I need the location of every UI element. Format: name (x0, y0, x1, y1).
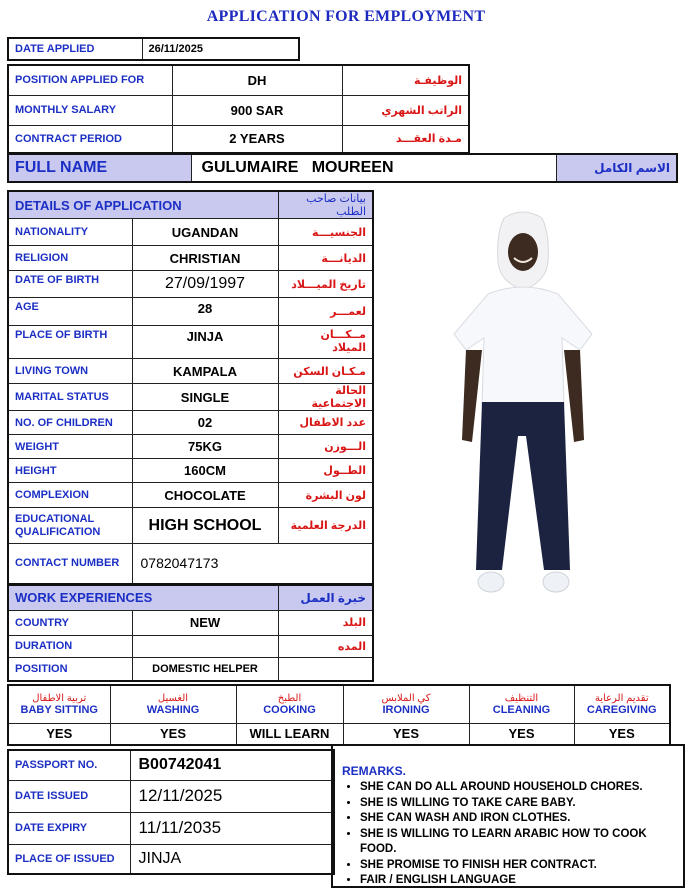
passport-row (8, 812, 334, 844)
position-label-ar: الوظيفـة (342, 65, 469, 95)
skill-ar-label: التنظيف (504, 692, 539, 704)
complexion-label-ar: لون البشرة (278, 483, 373, 508)
date-applied-table (7, 37, 300, 61)
remarks-list (342, 780, 677, 889)
detail-row (8, 544, 373, 584)
detail-row (8, 326, 373, 359)
remark-item: • SHE CAN WASH AND IRON CLOTHES. (360, 811, 677, 827)
marital-status-label-ar: الحالة الاجتماعية (278, 384, 373, 411)
date-issued-value: 12/11/2025 (130, 780, 334, 812)
position-table (7, 64, 470, 154)
place-of-birth-label-ar: مــكـــان الميلاد (278, 326, 373, 359)
date-applied-value: 26/11/2025 (142, 38, 299, 60)
skill-header (343, 685, 469, 723)
date-issued-label: DATE ISSUED (8, 780, 130, 812)
date-expiry-value: 11/11/2035 (130, 812, 334, 844)
remark-item: • SHE CAN DO ALL AROUND HOUSEHOLD CHORES. (360, 780, 677, 796)
weight-value: 75KG (132, 435, 278, 459)
height-value: 160CM (132, 459, 278, 483)
contract-label-ar: مـدة العقـــد (342, 125, 469, 153)
nationality-label-ar: الجنسيـــة (278, 219, 373, 246)
passport-no-value: B00742041 (130, 750, 334, 780)
height-label-ar: الطــول (278, 459, 373, 483)
skill-en-label: COOKING (263, 703, 316, 716)
work-row (8, 657, 373, 681)
skill-ar-label: كي الملابس (381, 692, 431, 704)
full-name-table (7, 153, 678, 183)
skills-table (7, 684, 671, 746)
age-label-ar: لعمـــر (278, 298, 373, 326)
remarks-box (331, 744, 685, 888)
skill-ar-label: الطبخ (277, 692, 302, 704)
weight-label: WEIGHT (8, 435, 132, 459)
skill-ar-label: الغسيل (157, 692, 189, 704)
skill-value: YES (469, 723, 574, 745)
complexion-label: COMPLEXION (8, 483, 132, 508)
marital-status-value: SINGLE (132, 384, 278, 411)
place-of-birth-label: PLACE OF BIRTH (8, 326, 132, 359)
detail-row (8, 219, 373, 246)
applicant-photo (452, 210, 594, 602)
skills-value-row (8, 723, 670, 745)
skill-en-label: BABY SITTING (20, 703, 98, 716)
place-issued-value: JINJA (130, 844, 334, 874)
work-header-row (8, 585, 373, 610)
date-applied-label: DATE APPLIED (8, 38, 142, 60)
religion-value: CHRISTIAN (132, 246, 278, 271)
passport-table (7, 749, 335, 875)
place-of-birth-value: JINJA (132, 326, 278, 359)
detail-row (8, 271, 373, 298)
detail-row (8, 359, 373, 384)
skill-header (110, 685, 236, 723)
skill-value: YES (110, 723, 236, 745)
remark-item: • SHE IS WILLING TO LEARN ARABIC HOW TO COOK FOOD. (360, 827, 677, 858)
skill-en-label: WASHING (146, 703, 200, 716)
work-duration-value (132, 635, 278, 657)
contact-label: CONTACT NUMBER (8, 544, 132, 584)
dob-label: DATE OF BIRTH (8, 271, 132, 298)
nationality-label: NATIONALITY (8, 219, 132, 246)
skill-value: YES (574, 723, 670, 745)
passport-row (8, 844, 334, 874)
children-label-ar: عدد الاطفال (278, 411, 373, 435)
dob-value: 27/09/1997 (132, 271, 278, 298)
details-header-ar: بيانات صاحب الطلب (278, 191, 373, 219)
position-value: DH (172, 65, 342, 95)
full-name-label: FULL NAME (8, 154, 191, 182)
details-table (7, 190, 374, 585)
height-label: HEIGHT (8, 459, 132, 483)
position-label: POSITION APPLIED FOR (8, 65, 172, 95)
living-town-value: KAMPALA (132, 359, 278, 384)
salary-value: 900 SAR (172, 95, 342, 125)
education-value: HIGH SCHOOL (132, 508, 278, 544)
skill-header (469, 685, 574, 723)
skill-value: YES (8, 723, 110, 745)
details-header-row (8, 191, 373, 219)
passport-row (8, 750, 334, 780)
detail-row (8, 435, 373, 459)
detail-row (8, 384, 373, 411)
children-value: 02 (132, 411, 278, 435)
skill-header (236, 685, 343, 723)
living-town-label-ar: مـكـان السكن (278, 359, 373, 384)
weight-label-ar: الـــوزن (278, 435, 373, 459)
religion-label: RELIGION (8, 246, 132, 271)
salary-row (8, 95, 469, 125)
work-country-label: COUNTRY (8, 610, 132, 635)
skill-en-label: IRONING (382, 703, 430, 716)
salary-label: MONTHLY SALARY (8, 95, 172, 125)
contract-label: CONTRACT PERIOD (8, 125, 172, 153)
skill-value: YES (343, 723, 469, 745)
work-duration-label-ar: المده (278, 635, 373, 657)
skill-header (8, 685, 110, 723)
remarks-title: REMARKS. (342, 764, 407, 778)
contact-value: 0782047173 (132, 544, 373, 584)
work-country-label-ar: البلد (278, 610, 373, 635)
contract-value: 2 YEARS (172, 125, 342, 153)
skill-en-label: CAREGIVING (586, 703, 657, 716)
work-table (7, 584, 374, 682)
detail-row (8, 246, 373, 271)
age-label: AGE (8, 298, 132, 326)
salary-label-ar: الراتب الشهري (342, 95, 469, 125)
detail-row (8, 298, 373, 326)
passport-no-label: PASSPORT NO. (8, 750, 130, 780)
detail-row (8, 411, 373, 435)
work-row (8, 635, 373, 657)
remark-item: • SHE PROMISE TO FINISH HER CONTRACT. (360, 858, 677, 874)
work-header: WORK EXPERIENCES (8, 585, 278, 610)
detail-row (8, 508, 373, 544)
detail-row (8, 459, 373, 483)
complexion-value: CHOCOLATE (132, 483, 278, 508)
skill-en-label: CLEANING (492, 703, 551, 716)
remark-item: • FAIR / ENGLISH LANGUAGE (360, 873, 677, 889)
date-expiry-label: DATE EXPIRY (8, 812, 130, 844)
religion-label-ar: الديانـــة (278, 246, 373, 271)
work-header-ar: خبرة العمل (278, 585, 373, 610)
passport-row (8, 780, 334, 812)
nationality-value: UGANDAN (132, 219, 278, 246)
skill-ar-label: تقديم الرعاية (594, 692, 649, 704)
detail-row (8, 483, 373, 508)
full-name-value: GULUMAIRE MOUREEN (191, 154, 556, 182)
work-duration-label: DURATION (8, 635, 132, 657)
full-name-label-ar: الاسم الكامل (556, 154, 677, 182)
work-position-label: POSITION (8, 657, 132, 681)
details-header: DETAILS OF APPLICATION (8, 191, 278, 219)
work-position-label-ar (278, 657, 373, 681)
work-position-value: DOMESTIC HELPER (132, 657, 278, 681)
skill-ar-label: تربية الاطفال (32, 692, 87, 704)
work-country-value: NEW (132, 610, 278, 635)
dob-label-ar: تاريخ الميـــلاد (278, 271, 373, 298)
marital-status-label: MARITAL STATUS (8, 384, 132, 411)
work-row (8, 610, 373, 635)
remark-item: • SHE IS WILLING TO TAKE CARE BABY. (360, 796, 677, 812)
children-label: NO. OF CHILDREN (8, 411, 132, 435)
page-title: APPLICATION FOR EMPLOYMENT (206, 8, 486, 25)
contract-row (8, 125, 469, 153)
position-row (8, 65, 469, 95)
place-issued-label: PLACE OF ISSUED (8, 844, 130, 874)
living-town-label: LIVING TOWN (8, 359, 132, 384)
skill-header (574, 685, 670, 723)
age-value: 28 (132, 298, 278, 326)
skills-header-row (8, 685, 670, 723)
skill-value: WILL LEARN (236, 723, 343, 745)
education-label-ar: الدرجة العلمية (278, 508, 373, 544)
education-label: EDUCATIONAL QUALIFICATION (8, 508, 132, 544)
